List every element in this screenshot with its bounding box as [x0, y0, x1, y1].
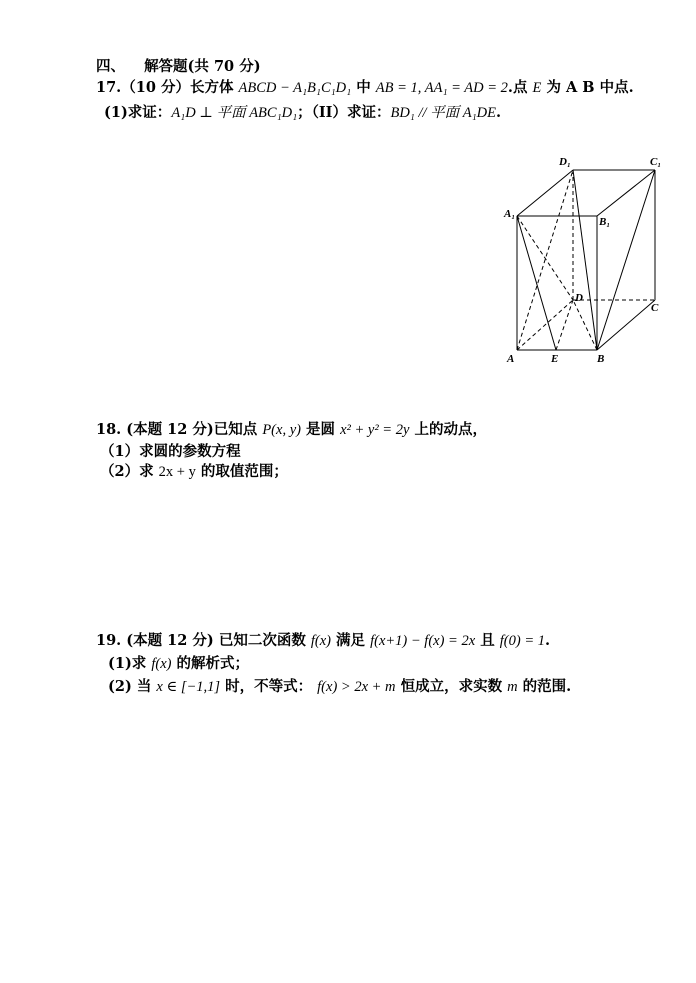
q19-item2-end: 的范围. [517, 678, 572, 695]
label-a: A [507, 353, 515, 365]
q17-solid-name: ABCD − A₁B₁C₁D₁ [238, 80, 352, 96]
q19-item-1 [108, 654, 249, 674]
q17-part2-expr: BD₁ // 平面 A₁DE [390, 105, 496, 121]
q19-item2-mid: 时，不等式： [220, 678, 318, 695]
hidden-segment-a1-d [517, 216, 573, 300]
q17-point-e: E [532, 80, 542, 96]
hidden-segment-a-d1 [517, 170, 573, 350]
q19-mid2: 且 [475, 632, 500, 649]
q18-item2-end: 的取值范围； [195, 463, 288, 480]
segment-b-c1 [597, 170, 655, 350]
hidden-edge-a-d [517, 300, 573, 350]
section-number: 四、 [96, 58, 125, 75]
q19-item2-ineq: f(x) > 2x + m [317, 679, 396, 695]
q17-statement [96, 78, 634, 98]
q19-f: f(x) [310, 633, 331, 649]
label-c1: C₁ [650, 156, 662, 168]
q19-end: . [545, 632, 551, 649]
q18-end: 上的动点， [409, 421, 487, 438]
q18-mid: 是圆 [300, 421, 341, 438]
q17-end: . [496, 104, 502, 121]
q17-part2-label: ；（II）求证： [297, 104, 391, 121]
label-b1: B₁ [599, 216, 611, 228]
label-a1: A₁ [504, 208, 516, 220]
section-title: 解答题(共 70 分) [144, 58, 261, 75]
label-d: D [575, 292, 583, 304]
q17-parts [104, 103, 501, 123]
q17-tail1: .点 [507, 79, 533, 96]
label-e: E [551, 353, 559, 365]
q17-part1-expr: A₁D ⊥ 平面 ABC₁D₁ [171, 105, 298, 121]
q18-circle-eq: x² + y² = 2y [340, 422, 410, 438]
q19-item2-mid2: 恒成立，求实数 [395, 678, 508, 695]
segment-b-d1 [573, 170, 597, 350]
q19-item-2 [108, 677, 571, 697]
q19-item1-f: f(x) [151, 656, 172, 672]
q19-statement [96, 631, 550, 651]
q19-item2-m: m [507, 679, 518, 695]
q19-mid1: 满足 [331, 632, 371, 649]
q17-mid: 中 [351, 79, 376, 96]
q18-item-2 [100, 462, 288, 482]
q18-point: P(x, y) [262, 422, 301, 438]
label-b: B [597, 353, 605, 365]
section-heading [96, 57, 261, 77]
q19-prefix: 19. (本题 12 分) 已知二次函数 [96, 632, 311, 649]
q18-item2-prefix: （2）求 [100, 463, 159, 480]
q19-item1-end: 的解析式； [171, 655, 250, 672]
q18-prefix: 18. (本题 12 分)已知点 [96, 421, 263, 438]
label-c: C [651, 302, 659, 314]
segment-a1-e [517, 216, 556, 350]
edge-b-c [597, 300, 655, 350]
q18-item-1: （1）求圆的参数方程 [100, 443, 241, 460]
q18-statement [96, 420, 487, 440]
q19-item2-cond: x ∈ [−1,1] [156, 679, 221, 695]
q19-item1-prefix: (1)求 [108, 655, 152, 672]
edge-b1-c1 [597, 170, 655, 216]
q17-part1-label: (1)求证： [104, 104, 172, 121]
q19-item2-prefix: (2) 当 [108, 678, 157, 695]
q17-tail2: 为 A B 中点. [541, 79, 634, 96]
cuboid-figure [498, 148, 670, 370]
label-d1: D₁ [559, 156, 571, 168]
q19-eq2: f(0) = 1 [499, 633, 545, 649]
q17-prefix: 17.（10 分）长方体 [96, 79, 239, 96]
q18-item2-expr: 2x + y [158, 464, 196, 480]
edge-a1-d1 [517, 170, 573, 216]
q17-lengths: AB = 1, AA₁ = AD = 2 [375, 80, 508, 96]
q19-eq1: f(x+1) − f(x) = 2x [370, 633, 476, 649]
